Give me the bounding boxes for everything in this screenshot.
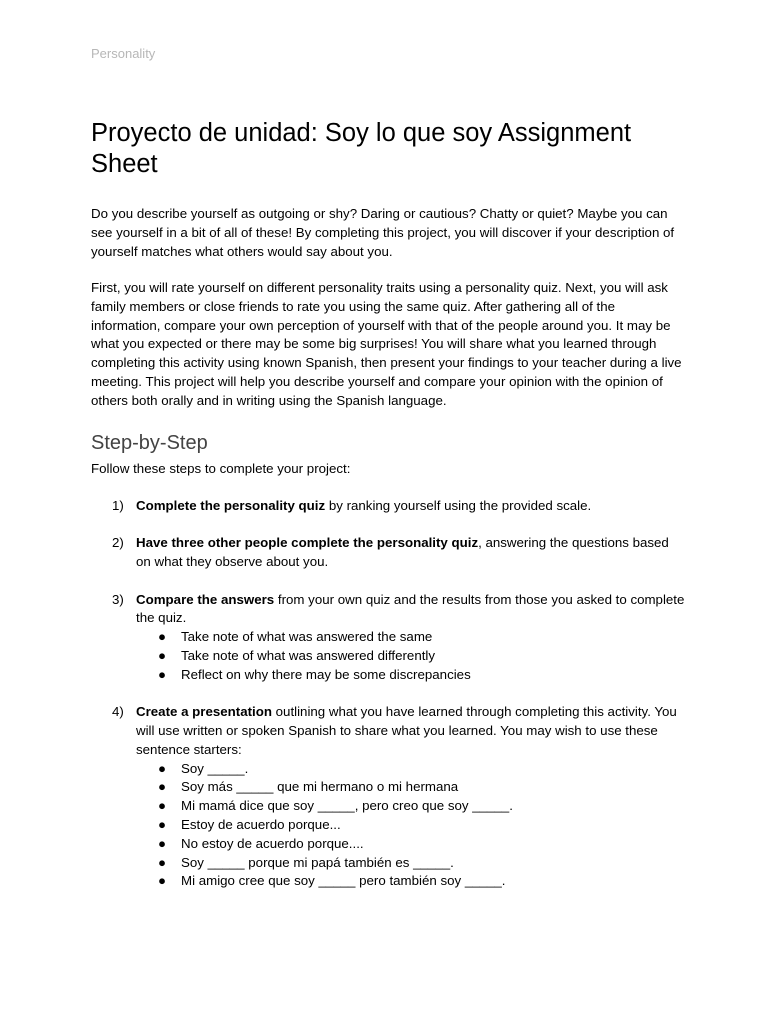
step-by-step-heading: Step-by-Step bbox=[91, 432, 208, 454]
bullet-icon: ● bbox=[158, 779, 167, 795]
step-bold-text: Have three other people complete the personality quiz bbox=[136, 535, 479, 551]
step-bold-text: Create a presentation bbox=[136, 704, 272, 720]
bullet-text: No estoy de acuerdo porque.... bbox=[181, 835, 364, 851]
bullet-list bbox=[136, 628, 687, 684]
step-bold-text: Compare the answers bbox=[136, 591, 275, 607]
page-header: Personality bbox=[91, 46, 156, 61]
step-number: 4) bbox=[112, 704, 124, 720]
bullet-item bbox=[136, 797, 687, 816]
bullet-list bbox=[136, 760, 687, 892]
step-number: 1) bbox=[112, 498, 124, 513]
intro-paragraph: Do you describe yourself as outgoing or shy? Daring or cautious? Chatty or quiet? Maybe you can see yourself in a bit of all of these! By completing this project, you will discover if your description of yourself matches what others would say about you. bbox=[91, 206, 675, 259]
bullet-item bbox=[136, 854, 687, 873]
bullet-text: Take note of what was answered the same bbox=[181, 629, 433, 645]
bullet-item bbox=[136, 835, 687, 854]
step-number: 3) bbox=[112, 591, 124, 607]
bullet-icon: ● bbox=[158, 854, 167, 870]
step-text: outlining what you have learned through completing this activity. You will use written or spoken Spanish to share what you learned. You may wish to use these sentence starters: bbox=[136, 704, 677, 757]
bullet-icon: ● bbox=[158, 629, 167, 645]
step-number: 2) bbox=[112, 535, 124, 551]
bullet-text: Reflect on why there may be some discrepancies bbox=[181, 666, 471, 682]
step-text: from your own quiz and the results from those you asked to complete the quiz. bbox=[136, 591, 685, 626]
step-item bbox=[91, 591, 687, 685]
bullet-icon: ● bbox=[158, 760, 167, 776]
bullet-text: Take note of what was answered differently bbox=[181, 647, 436, 663]
bullet-text: Soy _____. bbox=[181, 760, 249, 776]
bullet-text: Estoy de acuerdo porque... bbox=[181, 816, 341, 832]
step-item bbox=[91, 497, 687, 516]
step-bold-text: Complete the personality quiz bbox=[136, 498, 326, 513]
bullet-item bbox=[136, 647, 687, 666]
bullet-icon: ● bbox=[158, 816, 167, 832]
bullet-item bbox=[136, 760, 687, 779]
bullet-text: Soy _____ porque mi papá también es _____. bbox=[181, 854, 454, 870]
step-item bbox=[91, 703, 687, 891]
bullet-text: Mi mamá dice que soy _____, pero creo que soy _____. bbox=[181, 798, 513, 814]
bullet-text: Mi amigo cree que soy _____ pero también soy _____. bbox=[181, 873, 506, 889]
bullet-icon: ● bbox=[158, 835, 167, 851]
document-title: Proyecto de unidad: Soy lo que soy Assignment Sheet bbox=[91, 119, 632, 178]
step-item bbox=[91, 534, 687, 572]
bullet-icon: ● bbox=[158, 647, 167, 663]
step-text: , answering the questions based on what they observe about you. bbox=[136, 535, 669, 570]
bullet-item bbox=[136, 872, 687, 891]
bullet-item bbox=[136, 778, 687, 797]
bullet-icon: ● bbox=[158, 798, 167, 814]
bullet-icon: ● bbox=[158, 873, 167, 889]
step-text: by ranking yourself using the provided scale. bbox=[325, 498, 592, 513]
steps-list bbox=[91, 497, 687, 910]
bullet-icon: ● bbox=[158, 666, 167, 682]
overview-paragraph: First, you will rate yourself on different personality traits using a personality quiz. Next, you will ask family members or close friends to rate you using the same quiz. After gathering all of the information, compare your own perception of yourself with that of the people around you. It may be what you expected or there may be some big surprises! You will share what you learned through completing this activity using known Spanish, then present your findings to your teacher during a live meeting. This project will help you describe yourself and compare your opinion with the opinion of others both orally and in writing using the Spanish language. bbox=[91, 280, 682, 408]
bullet-item bbox=[136, 816, 687, 835]
bullet-text: Soy más _____ que mi hermano o mi hermana bbox=[181, 779, 459, 795]
steps-intro: Follow these steps to complete your project: bbox=[91, 461, 351, 476]
bullet-item bbox=[136, 666, 687, 685]
bullet-item bbox=[136, 628, 687, 647]
